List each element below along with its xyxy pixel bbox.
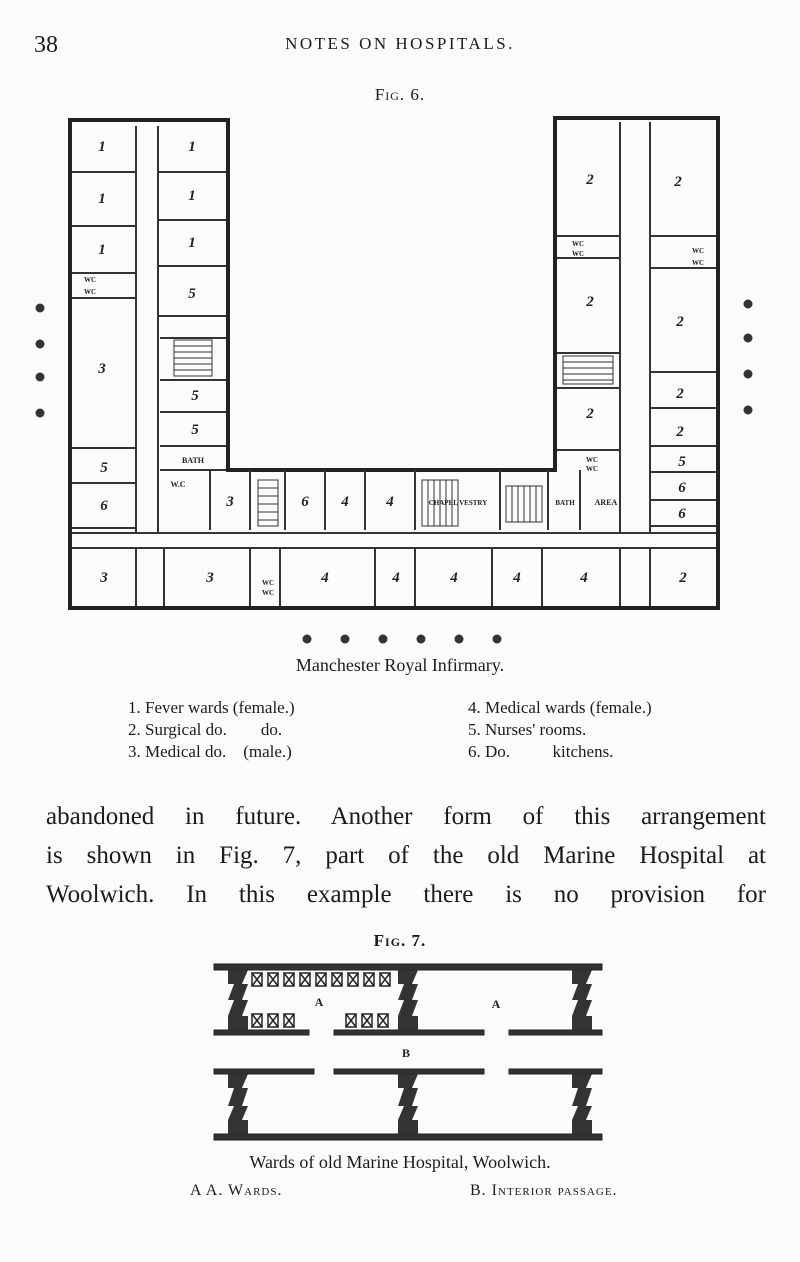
figure-6-legend-right: [468, 697, 652, 763]
wc-label: WC: [261, 589, 275, 597]
wc-label: WC: [691, 259, 705, 267]
wc-label: W.C: [170, 480, 186, 489]
room-label-4: 4: [513, 570, 521, 586]
legend-item: 5. Nurses' rooms.: [468, 720, 587, 739]
legend-item: 3. Medical do. (male.): [128, 742, 292, 761]
running-head: NOTES ON HOSPITALS.: [285, 34, 515, 53]
wc-label: WC: [83, 276, 97, 284]
room-label-5: 5: [191, 422, 199, 438]
room-label-6: 6: [100, 498, 108, 514]
text-line: abandoned in future. Another form of this arrangement: [46, 803, 766, 830]
room-label-2: 2: [586, 406, 594, 422]
room-label-2: 2: [586, 172, 594, 188]
room-label-6: 6: [678, 480, 686, 496]
room-label-4: 4: [580, 570, 588, 586]
room-label-4: 4: [450, 570, 458, 586]
ward-label-a: A: [491, 997, 501, 1011]
room-label-3: 3: [98, 361, 106, 377]
page-number: 38: [34, 32, 58, 58]
room-label-1: 1: [188, 235, 196, 251]
wc-label: WC: [571, 250, 585, 258]
legend-item: 4. Medical wards (female.): [468, 698, 652, 717]
body-paragraph: [46, 797, 766, 914]
figure-7-label: Fig. 7.: [373, 931, 427, 950]
room-label-3: 3: [226, 494, 234, 510]
room-label-5: 5: [188, 286, 196, 302]
room-label-5: 5: [100, 460, 108, 476]
ward-label-a: A: [314, 995, 324, 1009]
text-line: is shown in Fig. 7, part of the old Marine Hospital at: [46, 842, 766, 869]
bottom-portico-columns: [295, 630, 515, 648]
room-label-4: 4: [386, 494, 394, 510]
passage-label-b: B: [401, 1046, 411, 1060]
room-label-1: 1: [98, 191, 106, 207]
room-label-2: 2: [679, 570, 687, 586]
room-label-1: 1: [188, 188, 196, 204]
wc-label: WC: [261, 579, 275, 587]
right-portico-columns: [738, 296, 758, 418]
room-label-4: 4: [341, 494, 349, 510]
legend-item: 6. Do. kitchens.: [468, 742, 614, 761]
legend-item: 2. Surgical do. do.: [128, 720, 283, 739]
room-label-1: 1: [98, 139, 106, 155]
figure-7-key-wards: A A. Wards.: [190, 1182, 283, 1199]
figure-7-caption: Wards of old Marine Hospital, Woolwich.: [249, 1152, 551, 1172]
room-label-1: 1: [188, 139, 196, 155]
room-label-4: 4: [321, 570, 329, 586]
wc-label: WC: [83, 288, 97, 296]
chapel-vestry-label: CHAPEL VESTRY: [428, 499, 488, 507]
bath-label: BATH: [181, 456, 205, 465]
room-label-5: 5: [678, 454, 686, 470]
bath-small-label: BATH: [555, 499, 575, 507]
room-label-6: 6: [301, 494, 309, 510]
woolwich-ward-plan: [206, 956, 606, 1146]
figure-6-caption: Manchester Royal Infirmary.: [295, 655, 505, 675]
wc-label: WC: [585, 465, 599, 473]
wc-label: WC: [571, 240, 585, 248]
figure-6-legend-left: [128, 697, 295, 763]
wc-label: WC: [691, 247, 705, 255]
wc-label: WC: [585, 456, 599, 464]
room-label-3: 3: [206, 570, 214, 586]
room-label-2: 2: [586, 294, 594, 310]
room-label-5: 5: [191, 388, 199, 404]
room-label-3: 3: [100, 570, 108, 586]
room-label-2: 2: [676, 386, 684, 402]
room-label-4: 4: [392, 570, 400, 586]
legend-item: 1. Fever wards (female.): [128, 698, 295, 717]
room-label-6: 6: [678, 506, 686, 522]
left-portico-columns: [30, 300, 50, 420]
room-label-2: 2: [676, 314, 684, 330]
figure-7-key-passage: B. Interior passage.: [470, 1182, 618, 1199]
room-label-1: 1: [98, 242, 106, 258]
area-label: AREA: [594, 498, 618, 507]
manchester-floor-plan: [60, 108, 740, 653]
figure-6-label: Fig. 6.: [374, 85, 426, 104]
text-line: Woolwich. In this example there is no provision for: [46, 881, 766, 908]
room-label-2: 2: [674, 174, 682, 190]
room-label-2: 2: [676, 424, 684, 440]
